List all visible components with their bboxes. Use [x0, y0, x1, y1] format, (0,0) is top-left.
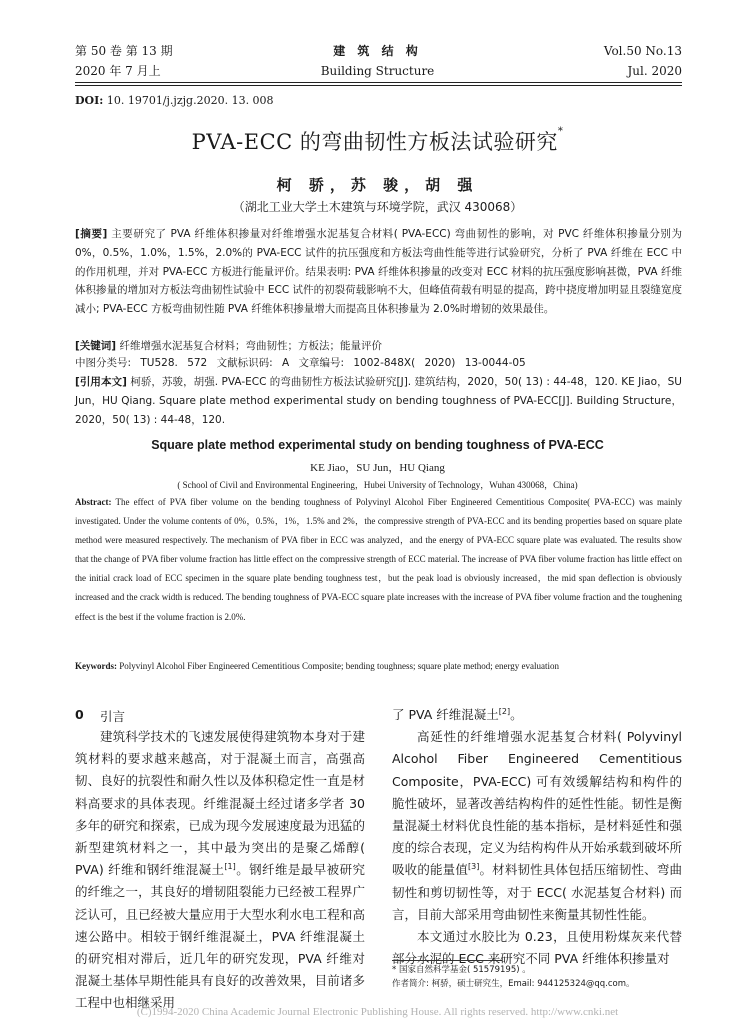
- issue-date-cn: 2020 年 7 月上: [75, 64, 161, 78]
- authors-cn: 柯 骄，苏 骏，胡 强: [276, 176, 479, 194]
- paragraph-text: 。: [510, 707, 523, 722]
- header-rule-top: [75, 82, 682, 83]
- paragraph-text: 本文通过水胶比为 0.23，且使用粉煤灰来代替部分水泥的 ECC 来研究不同 PVA 纤维体积掺量对: [392, 929, 682, 967]
- issue-date-en: Jul. 2020: [627, 64, 682, 78]
- keywords-cn-text: 纤维增强水泥基复合材料；弯曲韧性；方板法；能量评价: [119, 340, 382, 352]
- classification-meta: [75, 355, 682, 372]
- doi: [75, 94, 274, 107]
- affiliation-cn: （湖北工业大学土木建筑与环境学院，武汉 430068）: [232, 200, 523, 214]
- cnki-watermark: (C)1994-2020 China Academic Journal Electronic Publishing House. All rights reserved. http://www.cnki.net: [136, 1006, 619, 1018]
- article-number: 文章编号: 1002-848X( 2020) 13-0044-05: [298, 357, 526, 369]
- abstract-cn: [75, 225, 682, 319]
- doi-label: DOI:: [75, 94, 104, 107]
- paragraph-text: 。材料韧性具体包括压缩韧性、弯曲韧性和剪切韧性等，对于 ECC( 水泥基复合材料) 而言，目前大部采用弯曲韧性来衡量其韧性性能。: [392, 862, 682, 922]
- paragraph-text: 。钢纤维是最早被研究的纤维之一，其良好的增韧阻裂能力已经被工程界广泛认可，且已经被大量应用于大型水利水电工程和高速公路中。相较于钢纤维混凝土，PVA 纤维混凝土的研究相对滞后，近几年的研究发现，PVA 纤维对混凝土基体早期性能具有良好的改善效果，目前诸多工程中也相继采用: [75, 862, 365, 1011]
- citation-label: [引用本文]: [75, 376, 127, 388]
- journal-name-en: Building Structure: [320, 64, 435, 78]
- clc-number: 中图分类号: TU528. 572: [75, 357, 208, 369]
- keywords-en: [75, 657, 682, 676]
- keywords-cn-label: [关键词]: [75, 340, 117, 352]
- abstract-cn-label: [摘要]: [75, 228, 108, 240]
- document-code: 文献标识码: A: [216, 357, 290, 369]
- section-title: 引言: [100, 709, 126, 724]
- citation-ref: [3]: [468, 862, 480, 872]
- paper-title: [0, 126, 755, 156]
- authors-en: KE Jiao，SU Jun，HU Qiang: [310, 462, 445, 474]
- abstract-en-label: Abstract:: [75, 497, 112, 507]
- keywords-en-label: Keywords:: [75, 661, 117, 671]
- citation: [75, 373, 682, 430]
- footnote-author: 作者简介: 柯骄，硕士研究生，Email: 944125324@qq.com。: [392, 979, 635, 989]
- body-right-column: [392, 704, 682, 970]
- citation-ref: [1]: [224, 862, 236, 872]
- citation-text: 柯骄，苏骏，胡强. PVA-ECC 的弯曲韧性方板法试验研究[J]. 建筑结构，2020，50( 13) : 44-48，120. KE Jiao，SU Jun，HU Qiang. Square plate method experimental study on bending toughness of PVA-ECC[J]. Building Structure，2020，50( 13) : 44-48，120.: [75, 376, 682, 426]
- paragraph-text: 了 PVA 纤维混凝土: [392, 707, 499, 722]
- title-en: Square plate method experimental study on bending toughness of PVA-ECC: [151, 438, 604, 452]
- volume-issue-cn: 第 50 卷 第 13 期: [75, 44, 173, 58]
- paragraph-text: 高延性的纤维增强水泥基复合材料( Polyvinyl Alcohol Fiber Engineered Cementitious Composite，PVA-ECC) 可有效缓解结构和构件的脆性破坏，显著改善结构构件的延性性能。韧性是衡量混凝土材料优良性能的基本指标，是材料延性和强度的综合表现，定义为结构构件从开始承载到破坏所吸收的能量值: [392, 729, 682, 878]
- header-rule-bottom: [75, 85, 682, 86]
- title-footnote-mark: *: [557, 126, 564, 137]
- abstract-en: [75, 493, 682, 627]
- abstract-en-text: The effect of PVA fiber volume on the bending toughness of Polyvinyl Alcohol Fiber Engineered Cementitious Composite( PVA-ECC) was mainly investigated. Under the volume contents of 0%，0.5%，1%，1.5% and 2%，the compressive strength of PVA-ECC and its bending properties based on square plate method were measured respectively. The mechanism of PVA fiber in ECC was analyzed，and the energy of PVA-ECC square plate was evaluated. The results show that the change of PVA fiber volume fraction has little effect on the compressive strength of ECC material. The increase of PVA fiber volume fraction has little effect on the initial crack load of ECC specimen in the square plate bending toughness test，but the peak load is obviously increased，the mid span deflection is obviously increased and the crack width is reduced. The bending toughness of PVA-ECC square plate increases with the increase of PVA fiber volume fraction and the toughening effect is the best if the volume fraction is 2.0%.: [75, 497, 682, 622]
- body-left-column: [75, 726, 365, 1015]
- keywords-en-text: Polyvinyl Alcohol Fiber Engineered Cementitious Composite; bending toughness; square plate method; energy evaluation: [119, 661, 560, 671]
- paper-title-text: PVA-ECC 的弯曲韧性方板法试验研究: [191, 130, 558, 154]
- paragraph-text: 建筑科学技术的飞速发展使得建筑物本身对于建筑材料的要求越来越高，对于混凝土而言，高强高韧、良好的抗裂性和耐久性以及体积稳定性一直是材料高要求的具体表现。纤维混凝土经过诸多学者 30 多年的研究和探索，已成为现今发展速度最为迅猛的新型建筑材料之一，其中最为突出的是聚乙烯醇( PVA) 纤维和钢纤维混凝土: [75, 729, 365, 878]
- doi-value: 10. 19701/j.jzjg.2020. 13. 008: [106, 94, 274, 107]
- section-number: 0: [75, 707, 84, 722]
- paragraph: [392, 704, 682, 726]
- abstract-cn-text: 主要研究了 PVA 纤维体积掺量对纤维增强水泥基复合材料( PVA-ECC) 弯曲韧性的影响，对 PVC 纤维体积掺量分别为 0%，0.5%，1.0%，1.5%，2.0%的 PVA-ECC 试件的抗压强度和方板法弯曲性能等进行试验研究，分析了 PVA 纤维在 ECC 中的作用机理，并对 PVA-ECC 方板进行能量评价。结果表明: PVA 纤维体积掺量的改变对 ECC 材料的抗压强度影响甚微，PVA 纤维体积掺量的增加对方板法弯曲韧性试验中 ECC 试件的初裂荷载影响不大，但峰值荷载有明显的提高，跨中挠度增加明显且裂缝宽度减小; PVA-ECC 方板弯曲韧性随 PVA 纤维体积掺量增大而提高且体积掺量为 2.0%时增韧的效果最佳。: [75, 228, 682, 316]
- volume-issue-en: Vol.50 No.13: [603, 44, 682, 58]
- keywords-cn: [75, 338, 682, 355]
- footnote-fund: * 国家自然科学基金( 51579195) 。: [392, 965, 531, 975]
- journal-name-cn: 建 筑 结 构: [333, 44, 422, 58]
- paragraph: [75, 726, 365, 1015]
- citation-ref: [2]: [498, 706, 511, 716]
- paragraph: [392, 726, 682, 926]
- affiliation-en: ( School of Civil and Environmental Engineering，Hubei University of Technology，Wuhan 430068，China): [177, 480, 578, 490]
- footnote-rule: [392, 960, 502, 961]
